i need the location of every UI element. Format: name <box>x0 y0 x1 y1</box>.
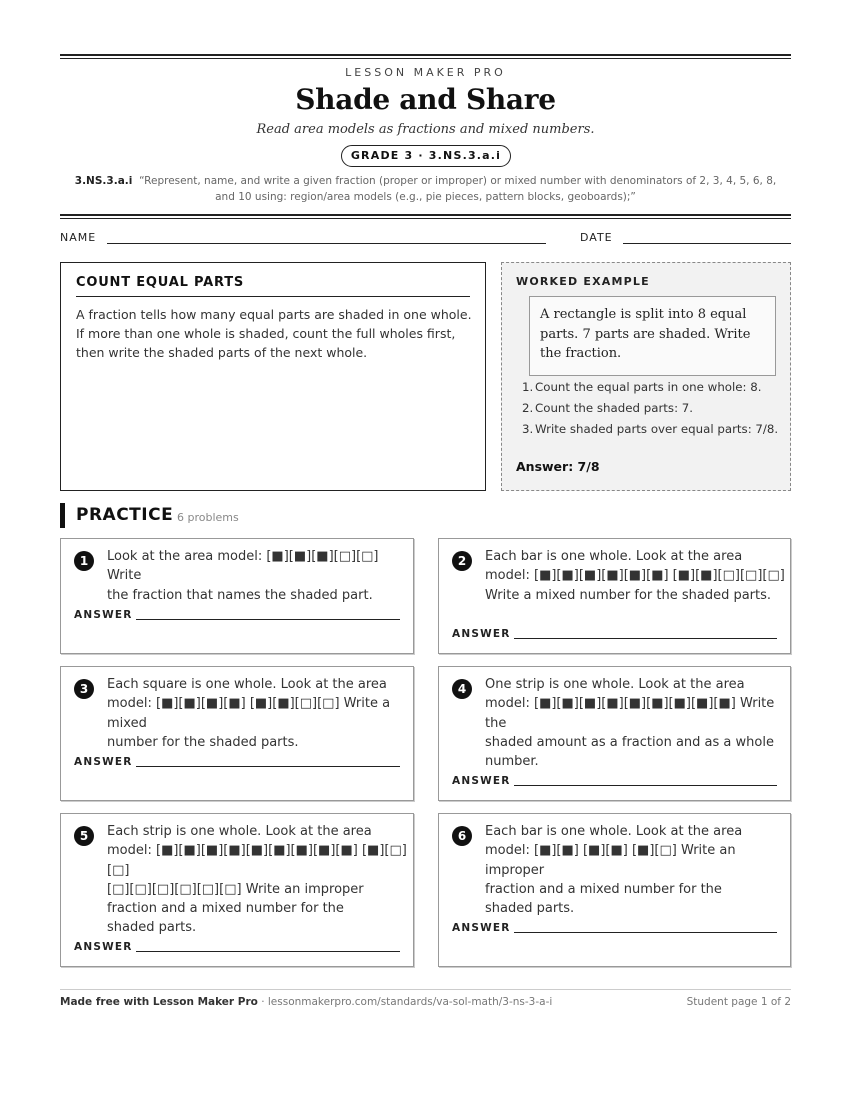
problem-number-badge: 1 <box>74 551 94 571</box>
footer-credit <box>60 996 552 1008</box>
grade-badge: GRADE 3 · 3.NS.3.a.i <box>341 145 511 167</box>
problem-prompt: Look at the area model: [■][■][■][□][□] Write the fraction that names the shaded part. <box>107 549 379 603</box>
footer-made-with: Made free with Lesson Maker Pro <box>60 996 258 1008</box>
footer-rule <box>60 989 791 990</box>
answer-field[interactable] <box>136 619 400 620</box>
worked-example-step: 1. Count the equal parts in one whole: 8. <box>522 380 762 394</box>
answer-label: ANSWER <box>74 609 133 621</box>
worked-example-problem: A rectangle is split into 8 equal parts. 7 parts are shaded. Write the fraction. <box>529 296 776 376</box>
problem-number-badge: 5 <box>74 826 94 846</box>
problem-prompt: One strip is one whole. Look at the area model: [■][■][■][■][■][■][■][■][■] Write the shaded amount as a fraction and as a whole number. <box>485 677 775 770</box>
brand-label: LESSON MAKER PRO <box>345 66 506 79</box>
concept-heading: COUNT EQUAL PARTS <box>76 275 470 297</box>
problem-prompt: Each strip is one whole. Look at the area model: [■][■][■][■][■][■][■][■][■] [■][□][□] [□][□][□][□][□][□] Write an improper fraction and a mixed number for the shaded parts. <box>107 824 407 936</box>
worked-example-steps <box>522 378 784 441</box>
answer-field[interactable] <box>514 638 777 639</box>
worked-example-heading: WORKED EXAMPLE <box>516 275 650 288</box>
problem-card-4 <box>438 666 791 801</box>
concept-body: A fraction tells how many equal parts are shaded in one whole. If more than one whole is shaded, count the full wholes first, then write the shaded parts of the next whole. <box>76 307 472 360</box>
header-bottom-rule <box>60 214 791 219</box>
answer-label: ANSWER <box>74 941 133 953</box>
name-label: NAME <box>60 231 97 244</box>
problem-number-badge: 4 <box>452 679 472 699</box>
problem-card-5 <box>60 813 414 967</box>
problem-card-2 <box>438 538 791 654</box>
answer-field[interactable] <box>514 785 777 786</box>
practice-count: 6 problems <box>177 511 239 524</box>
answer-field[interactable] <box>136 766 400 767</box>
answer-field[interactable] <box>514 932 777 933</box>
standard-description <box>68 173 783 205</box>
header-top-rule <box>60 54 791 59</box>
footer-url[interactable]: · lessonmakerpro.com/standards/va-sol-math/3-ns-3-a-i <box>257 996 553 1008</box>
answer-label: ANSWER <box>74 756 133 768</box>
standard-code: 3.NS.3.a.i <box>74 175 133 187</box>
standard-text: “Represent, name, and write a given fraction (proper or improper) or mixed number with denominators of 2, 3, 4, 5, 6, 8, and 10 using: region/area models (e.g., pie pieces, pattern blocks, geoboards);” <box>139 175 777 203</box>
student-info-row <box>60 231 791 247</box>
worked-example-panel <box>501 262 791 491</box>
problem-prompt: Each bar is one whole. Look at the area model: [■][■] [■][■] [■][□] Write an improper fraction and a mixed number for the shaded parts. <box>485 824 743 917</box>
problem-card-3 <box>60 666 414 801</box>
page-subtitle: Read area models as fractions and mixed numbers. <box>256 122 595 137</box>
practice-accent-bar <box>60 503 65 528</box>
answer-label: ANSWER <box>452 628 511 640</box>
problem-number-badge: 3 <box>74 679 94 699</box>
worksheet-page <box>60 0 791 1100</box>
worked-example-step: 2. Count the shaded parts: 7. <box>522 401 694 415</box>
name-field[interactable] <box>107 243 546 244</box>
date-label: DATE <box>580 231 613 244</box>
problem-prompt: Each square is one whole. Look at the area model: [■][■][■][■] [■][■][□][□] Write a mixed number for the shaded parts. <box>107 677 391 750</box>
practice-heading: PRACTICE <box>76 505 174 525</box>
problem-number-badge: 2 <box>452 551 472 571</box>
worked-example-answer: Answer: 7/8 <box>516 459 600 474</box>
answer-field[interactable] <box>136 951 400 952</box>
page-indicator: Student page 1 of 2 <box>686 996 791 1008</box>
problem-prompt: Each bar is one whole. Look at the area model: [■][■][■][■][■][■] [■][■][□][□][□] Write a mixed number for the shaded parts. <box>485 549 785 603</box>
problem-card-1 <box>60 538 414 654</box>
page-title: Shade and Share <box>295 83 556 116</box>
problem-number-badge: 6 <box>452 826 472 846</box>
problem-card-6 <box>438 813 791 967</box>
worked-example-step: 3. Write shaded parts over equal parts: 7/8. <box>522 422 779 436</box>
answer-label: ANSWER <box>452 922 511 934</box>
answer-label: ANSWER <box>452 775 511 787</box>
concept-panel <box>60 262 486 491</box>
date-field[interactable] <box>623 243 791 244</box>
